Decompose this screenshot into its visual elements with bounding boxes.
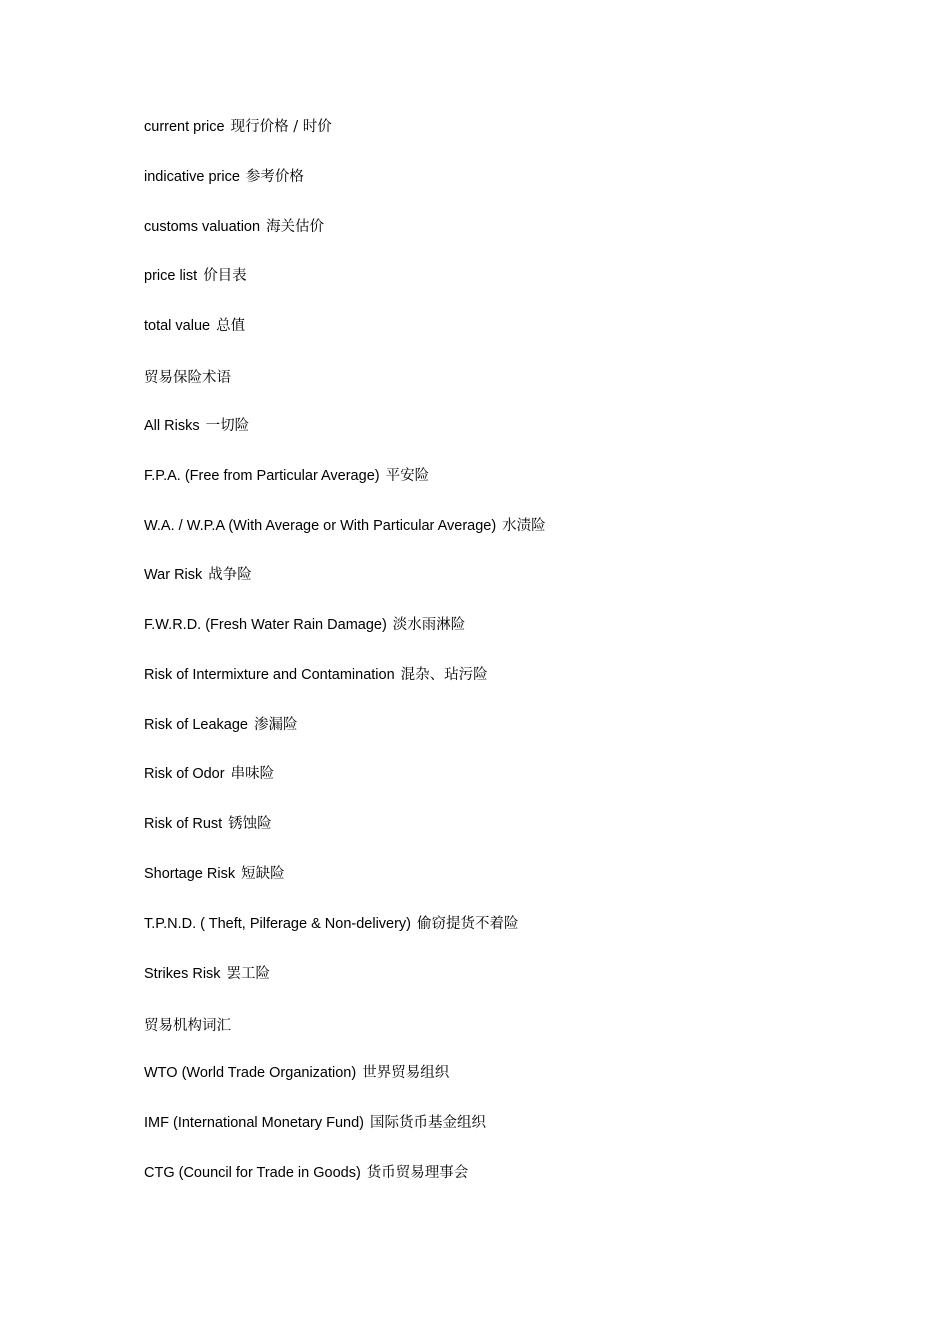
- glossary-entry: [144, 264, 247, 288]
- term-english: F.P.A. (Free from Particular Average): [144, 468, 380, 484]
- term-english: total value: [144, 318, 211, 334]
- glossary-entry: [144, 464, 429, 488]
- term-english: Shortage Risk: [144, 866, 236, 882]
- term-english: Risk of Rust: [144, 816, 223, 832]
- section-heading-organizations: 贸易机构词汇: [144, 1018, 231, 1034]
- term-chinese: 串味险: [230, 766, 275, 782]
- term-chinese: 总值: [216, 318, 246, 334]
- section-heading-insurance: 贸易保险术语: [144, 370, 231, 386]
- term-chinese: 锈蚀险: [228, 816, 272, 832]
- term-chinese: 平安险: [385, 468, 430, 484]
- term-english: IMF (International Monetary Fund): [144, 1115, 365, 1131]
- glossary-entry: [144, 314, 245, 338]
- term-chinese: 淡水雨淋险: [392, 617, 466, 633]
- term-chinese: 偷窃提货不着险: [417, 916, 519, 932]
- term-english: current price: [144, 119, 225, 135]
- glossary-entry: [144, 962, 270, 986]
- glossary-entry: [144, 862, 285, 886]
- term-chinese: 渗漏险: [253, 717, 298, 733]
- term-english: W.A. / W.P.A (With Average or With Particular Average): [144, 518, 497, 534]
- term-english: Risk of Odor: [144, 766, 225, 782]
- term-chinese: 罢工险: [226, 966, 271, 982]
- term-chinese: 混杂、玷污险: [400, 667, 488, 683]
- glossary-entry: [144, 1161, 468, 1185]
- term-chinese: 短缺险: [241, 866, 285, 882]
- term-english: WTO (World Trade Organization): [144, 1065, 357, 1081]
- term-english: F.W.R.D. (Fresh Water Rain Damage): [144, 617, 387, 633]
- glossary-entry: [144, 115, 332, 139]
- glossary-entry: [144, 414, 249, 438]
- term-english: War Risk: [144, 567, 203, 583]
- glossary-entry: [144, 663, 488, 687]
- term-chinese: 战争险: [208, 567, 252, 583]
- glossary-entry: [144, 563, 252, 587]
- term-english: indicative price: [144, 169, 240, 185]
- term-chinese: 现行价格 / 时价: [230, 119, 332, 135]
- term-english: Risk of Intermixture and Contamination: [144, 667, 395, 683]
- glossary-entry: [144, 1111, 486, 1135]
- term-chinese: 货币贸易理事会: [366, 1165, 469, 1181]
- glossary-entry: [144, 713, 297, 737]
- glossary-entry: [144, 1061, 449, 1085]
- term-english: customs valuation: [144, 219, 261, 235]
- glossary-entry: [144, 762, 274, 786]
- term-chinese: 水渍险: [502, 518, 546, 534]
- glossary-entry: [144, 514, 546, 538]
- term-english: price list: [144, 268, 198, 284]
- term-chinese: 海关估价: [266, 219, 325, 235]
- term-chinese: 世界贸易组织: [362, 1065, 450, 1081]
- term-english: Risk of Leakage: [144, 717, 248, 733]
- term-english: T.P.N.D. ( Theft, Pilferage & Non-delivery): [144, 916, 412, 932]
- term-chinese: 价目表: [203, 268, 247, 284]
- glossary-entry: [144, 812, 272, 836]
- glossary-entry: [144, 165, 304, 189]
- term-chinese: 国际货币基金组织: [370, 1115, 487, 1131]
- term-english: Strikes Risk: [144, 966, 221, 982]
- term-english: CTG (Council for Trade in Goods): [144, 1165, 361, 1181]
- glossary-entry: [144, 613, 465, 637]
- term-chinese: 一切险: [205, 418, 250, 434]
- term-english: All Risks: [144, 418, 200, 434]
- glossary-entry: [144, 912, 519, 936]
- term-chinese: 参考价格: [245, 169, 304, 185]
- glossary-entry: [144, 215, 324, 239]
